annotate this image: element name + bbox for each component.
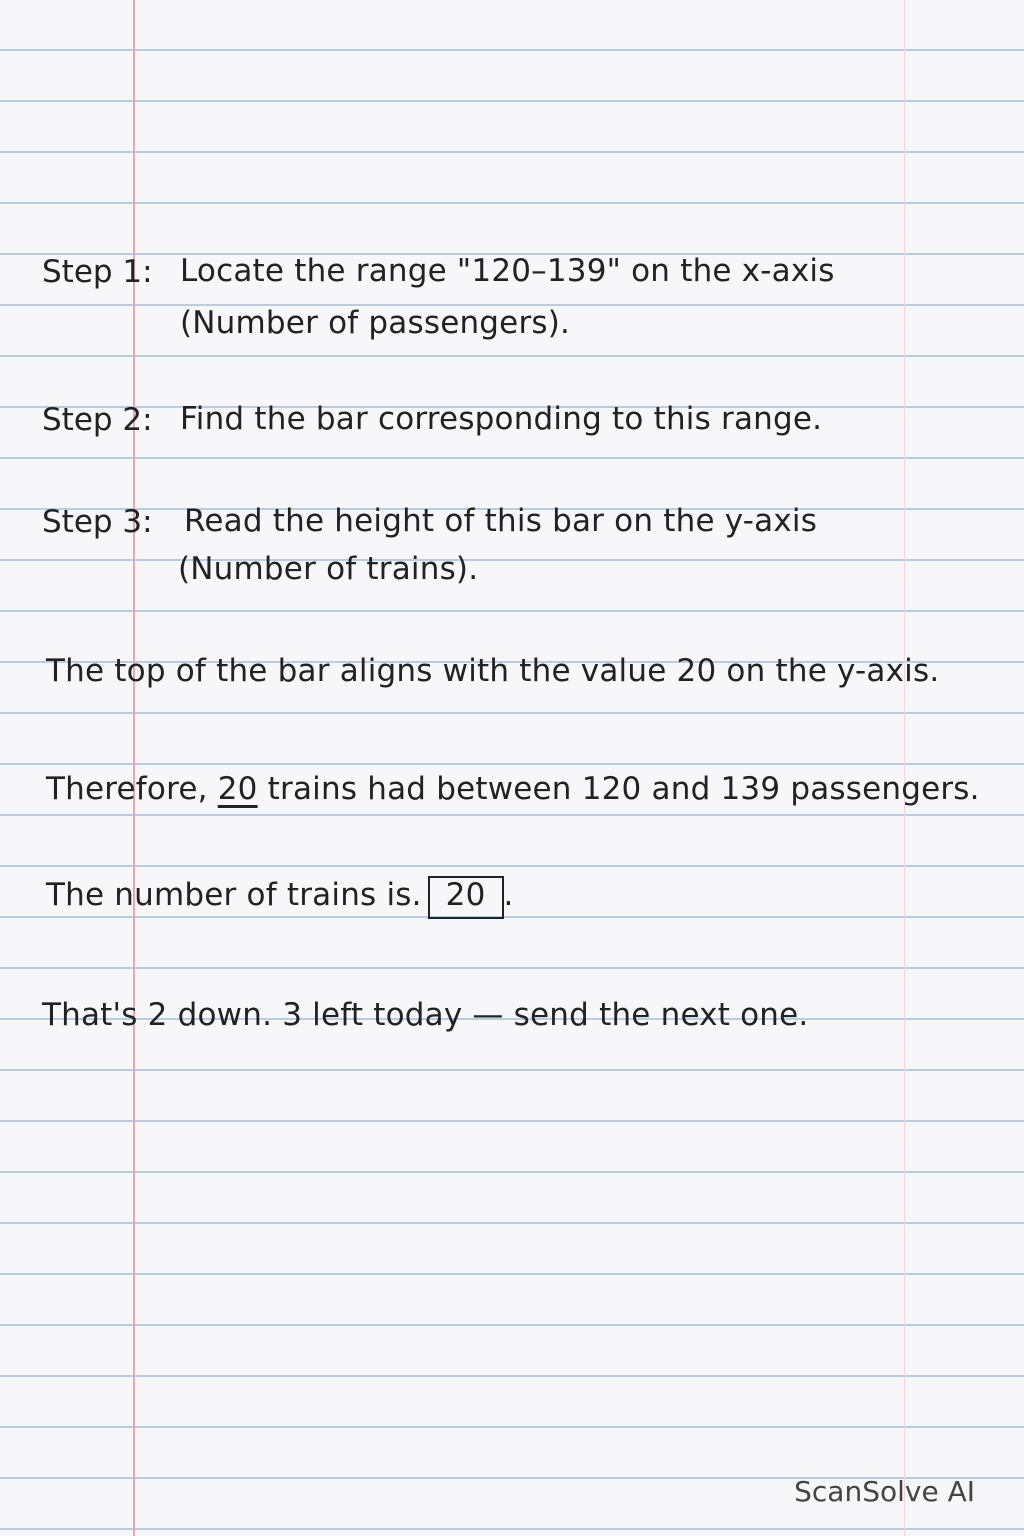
conclusion-value: 20 xyxy=(217,771,258,807)
step-2-label: Step 2: xyxy=(42,402,153,438)
answer-line xyxy=(46,876,514,919)
right-margin-line xyxy=(904,0,905,1536)
step-3-text: Read the height of this bar on the y-axis xyxy=(184,503,818,539)
step-3-label: Step 3: xyxy=(42,504,153,540)
step-3-continuation: (Number of trains). xyxy=(178,551,479,587)
step-2-text: Find the bar corresponding to this range. xyxy=(180,401,823,437)
observation-text: The top of the bar aligns with the value 20 on the y-axis. xyxy=(46,653,940,689)
conclusion-line xyxy=(46,772,980,806)
closing-message: That's 2 down. 3 left today — send the next one. xyxy=(42,997,809,1033)
answer-suffix: . xyxy=(503,877,514,913)
conclusion-suffix: trains had between 120 and 139 passengers. xyxy=(267,771,980,807)
brand-watermark: ScanSolve AI xyxy=(794,1475,975,1508)
step-1-label: Step 1: xyxy=(42,254,153,290)
step-1-continuation: (Number of passengers). xyxy=(180,305,571,341)
step-1-text: Locate the range "120–139" on the x-axis xyxy=(180,253,835,289)
answer-prefix: The number of trains is. xyxy=(46,877,422,913)
conclusion-prefix: Therefore, xyxy=(46,771,208,807)
margin-line xyxy=(133,0,135,1536)
answer-box: 20 xyxy=(428,876,504,919)
